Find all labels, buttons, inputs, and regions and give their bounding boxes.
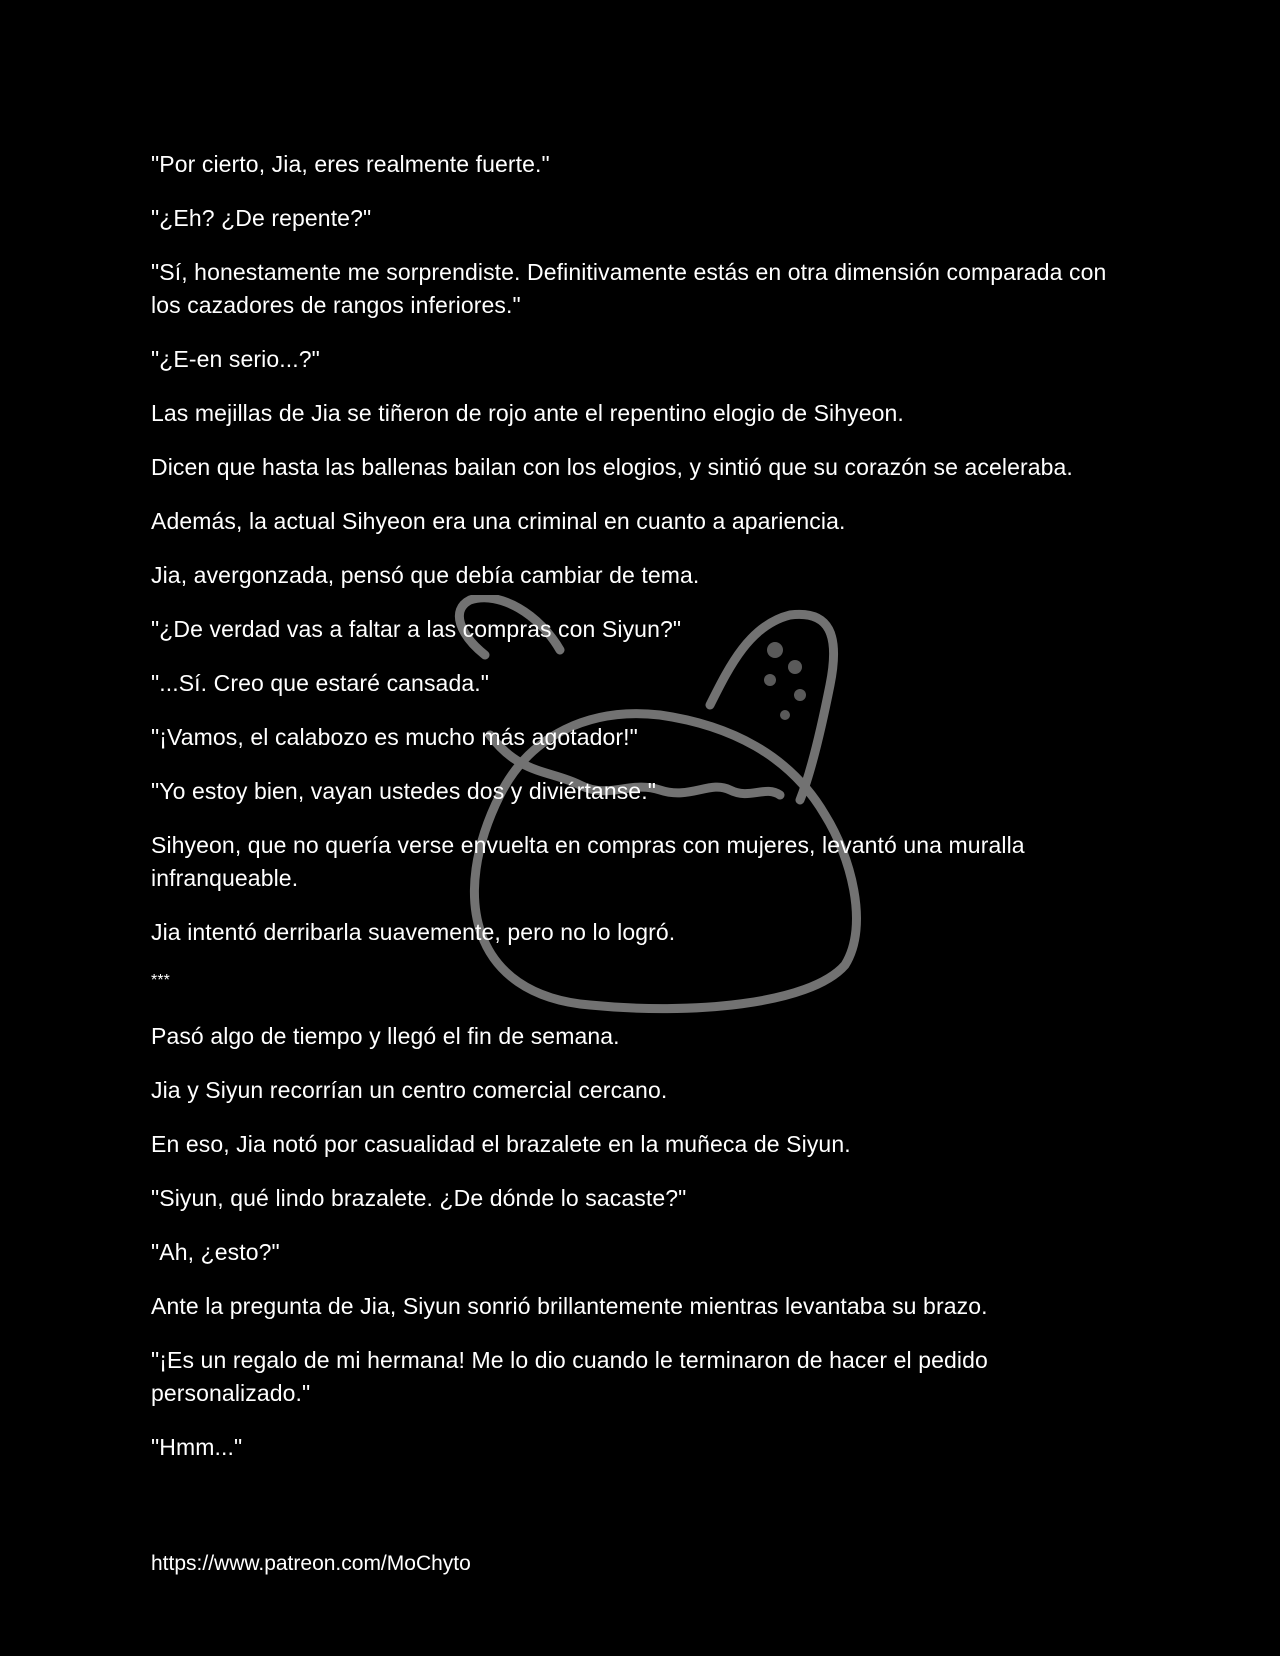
paragraph: Sihyeon, que no quería verse envuelta en compras con mujeres, levantó una muralla infranqueable. (151, 832, 1025, 891)
paragraph: Ante la pregunta de Jia, Siyun sonrió brillantemente mientras levantaba su brazo. (151, 1293, 988, 1319)
paragraph: Las mejillas de Jia se tiñeron de rojo ante el repentino elogio de Sihyeon. (151, 400, 904, 426)
paragraph: "¿De verdad vas a faltar a las compras con Siyun?" (151, 616, 682, 642)
paragraph: "¿Eh? ¿De repente?" (151, 205, 372, 231)
paragraph: "Sí, honestamente me sorprendiste. Definitivamente estás en otra dimensión comparada con los cazadores de rangos inferiores." (151, 259, 1107, 318)
paragraph: "Por cierto, Jia, eres realmente fuerte." (151, 151, 550, 177)
paragraph: "Yo estoy bien, vayan ustedes dos y diviértanse." (151, 778, 656, 804)
paragraph: Dicen que hasta las ballenas bailan con los elogios, y sintió que su corazón se aceleraba. (151, 454, 1073, 480)
paragraph: "¿E-en serio...?" (151, 346, 320, 372)
paragraph: "Ah, ¿esto?" (151, 1239, 280, 1265)
paragraph: Jia y Siyun recorrían un centro comercial cercano. (151, 1077, 668, 1103)
paragraph: "...Sí. Creo que estaré cansada." (151, 670, 489, 696)
paragraph: "Hmm..." (151, 1434, 243, 1460)
paragraph: Jia intentó derribarla suavemente, pero no lo logró. (151, 919, 676, 945)
paragraph: En eso, Jia notó por casualidad el brazalete en la muñeca de Siyun. (151, 1131, 851, 1157)
paragraph: Además, la actual Sihyeon era una criminal en cuanto a apariencia. (151, 508, 846, 534)
scene-separator: *** (151, 972, 170, 989)
paragraph: Jia, avergonzada, pensó que debía cambiar de tema. (151, 562, 700, 588)
patreon-link[interactable]: https://www.patreon.com/MoChyto (151, 1552, 471, 1575)
paragraph: "¡Es un regalo de mi hermana! Me lo dio cuando le terminaron de hacer el pedido personalizado." (151, 1347, 988, 1406)
paragraph: Pasó algo de tiempo y llegó el fin de semana. (151, 1023, 620, 1049)
story-text (151, 148, 1111, 1485)
paragraph: "¡Vamos, el calabozo es mucho más agotador!" (151, 724, 638, 750)
paragraph: "Siyun, qué lindo brazalete. ¿De dónde lo sacaste?" (151, 1185, 687, 1211)
